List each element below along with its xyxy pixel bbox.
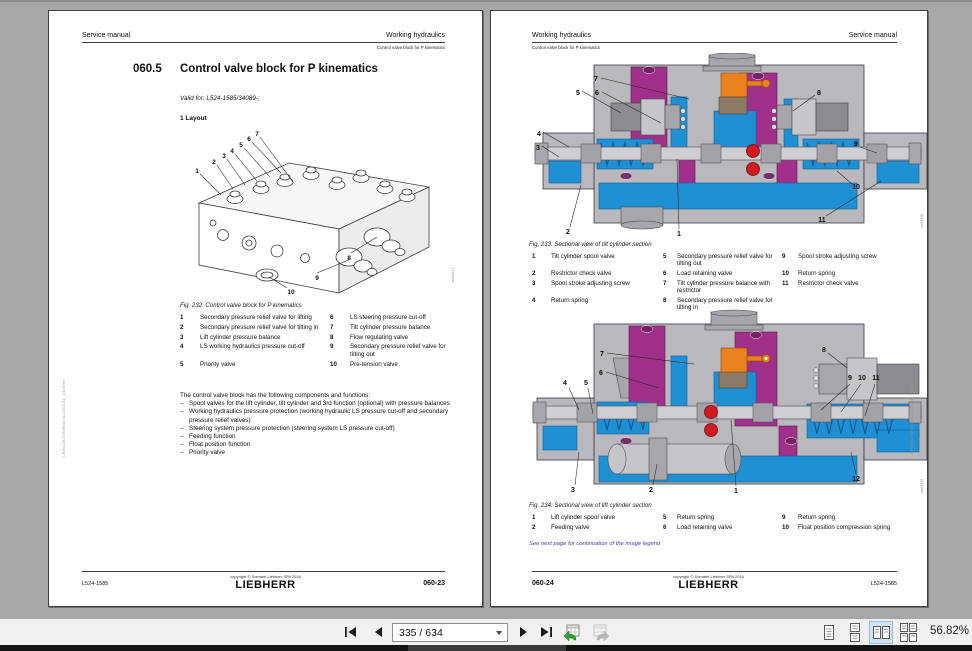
bullet-item: – Float position function [180, 441, 251, 449]
page-number-combobox[interactable] [392, 623, 508, 642]
fig232-caption: Fig. 232: Control valve block for P kinematics [180, 302, 302, 309]
legend-row: 1 Tilt cylinder spool valve 5 Secondary pressure relief valve for tilting out 9 Spool stroke adjusting screw [532, 253, 877, 268]
bullet-item: – Spool valves for the lift cylinder, tilt cylinder and 3rd function (optional) with pressure balances [180, 400, 450, 408]
two-page-view-button[interactable] [870, 622, 892, 643]
callout-2: 2 [212, 159, 216, 166]
legend-row: 3 Lift cylinder pressure balance 8 Flow regulating valve [180, 333, 409, 341]
liebherr-logo: LIEBHERR [678, 579, 739, 591]
liebherr-logo: LIEBHERR [235, 579, 296, 591]
callout-1: 1 [734, 488, 738, 495]
two-page-icon [873, 623, 890, 642]
bullet-item: – Priority valve [180, 449, 226, 457]
fig233-legend [532, 253, 922, 314]
footer-center [169, 574, 362, 591]
next-page-button[interactable] [514, 624, 532, 640]
single-page-view-button[interactable] [818, 622, 840, 643]
section-title: Control valve block for P kinematics [180, 63, 378, 75]
page-header-subtitle: Control valve block for P kinematics [532, 45, 600, 50]
previous-page-icon [372, 626, 385, 638]
bullet-item: – Working hydraulics pressure protection (working hydraulic LS pressure cut-off and secondary pressure relief valves) [180, 408, 449, 424]
legend-row: 2 Secondary pressure relief valve for tilting in 7 Tilt cylinder pressure balance [180, 323, 431, 331]
single-page-icon [821, 623, 837, 642]
callout-4: 4 [230, 148, 234, 155]
next-page-icon [517, 626, 530, 638]
page-number-value[interactable]: 335 / 634 [399, 626, 443, 639]
footer-rule [532, 571, 897, 572]
footer-page-number: 060-24 [532, 580, 554, 587]
callout-2: 2 [566, 229, 570, 236]
tilt-cylinder-section-diagram [529, 53, 927, 237]
callout-7: 7 [594, 76, 598, 83]
legend-row: 1 Secondary pressure relief valve for lifting 6 LS steering pressure cut-off [180, 314, 426, 321]
callout-9: 9 [854, 141, 858, 148]
footer-rule [82, 571, 445, 572]
page-header-subtitle: Control valve block for P kinematics [377, 45, 445, 50]
callout-10: 10 [852, 184, 860, 191]
component-description [180, 392, 462, 457]
document-edge-code: LBH/11827698/02-w2151102_1445/en [61, 379, 66, 457]
legend-row: 5 Priority valve 10 Pre-tension valve [180, 360, 398, 368]
valid-for-note: Valid for: L524-1585/34089-; [180, 95, 260, 102]
callout-8: 8 [822, 347, 826, 354]
last-page-button[interactable] [537, 624, 555, 640]
section-number: 060.5 [133, 63, 162, 75]
page-header-left: Working hydraulics [532, 32, 592, 39]
callout-11: 11 [872, 375, 880, 382]
legend-row: 2 Feeding valve 6 Load retaining valve 10 Float position compression spring [532, 523, 891, 531]
footer-copyright: copyright © Somatel-Liebherr SPA 2016 [673, 574, 744, 579]
previous-view-icon [562, 624, 581, 641]
footer-model: L524-1585 [82, 581, 109, 587]
window-bottom-edge [0, 645, 972, 651]
legend-row: 4 Return spring 8 Secondary pressure relief valve for tilting in [532, 297, 773, 312]
callout-3: 3 [571, 487, 575, 494]
callout-5: 5 [239, 142, 243, 149]
figure-watermark: ww01435 [920, 213, 924, 229]
callout-10: 10 [858, 375, 866, 382]
callout-1: 1 [195, 168, 199, 175]
callout-5: 5 [576, 90, 580, 97]
document-edge-code: LBH/11827698/02-w2151102_1445/en [909, 379, 914, 457]
callout-8: 8 [347, 255, 351, 262]
page-header-right: Working hydraulics [385, 32, 445, 39]
fig232-legend [180, 314, 460, 370]
first-page-icon [344, 626, 357, 638]
valve-block-line-art [171, 125, 461, 299]
callout-4: 4 [537, 131, 541, 138]
legend-row: 1 Lift cylinder spool valve 5 Return spring 9 Return spring [532, 514, 836, 521]
footer-model: L524-1585 [870, 581, 897, 587]
viewer-toolbar [0, 619, 972, 645]
callout-11: 11 [818, 217, 826, 224]
next-view-button[interactable] [590, 624, 612, 640]
callout-10: 10 [287, 289, 295, 296]
callout-7: 7 [255, 131, 259, 138]
zoom-level-value[interactable]: 56.82% [930, 625, 970, 637]
intro-line: The control valve block has the following components and functions: [180, 392, 371, 399]
previous-view-button[interactable] [560, 624, 582, 640]
callout-4: 4 [563, 380, 567, 387]
footer-center [612, 574, 805, 591]
callout-9: 9 [315, 275, 319, 282]
legend-row: 3 Spool stroke adjusting screw 7 Tilt cylinder pressure balance with restrictor 11 Restrictor check valve [532, 279, 859, 295]
callout-3: 3 [536, 145, 540, 152]
callout-6: 6 [247, 136, 251, 143]
page-header-left: Service manual [82, 32, 131, 39]
bullet-item: – Feeding function [180, 432, 236, 440]
callout-1: 1 [677, 231, 681, 237]
callout-2: 2 [649, 487, 653, 494]
figure-watermark: ww01441 [451, 267, 455, 283]
chevron-down-icon[interactable] [496, 631, 502, 635]
legend-row: 2 Restrictor check valve 6 Load retaining valve 10 Return spring [532, 270, 836, 278]
fig234-caption: Fig. 234: Sectional view of lift cylinder section [529, 502, 652, 509]
figure-watermark: ww01433 [920, 478, 924, 494]
two-page-continuous-view-button[interactable] [897, 622, 919, 643]
legend-row: 4 LS working hydraulics pressure cut-off 9 Secondary pressure relief valve for tilting out [180, 343, 446, 358]
page-header-right: Service manual [848, 32, 897, 39]
callout-7: 7 [600, 351, 604, 358]
continuous-view-button[interactable] [844, 622, 866, 643]
fig233-caption: Fig. 233: Sectional view of tilt cylinder section [529, 241, 652, 248]
bullet-item: – Steering system pressure protection (steering system LS pressure cut-off) [180, 424, 395, 432]
callout-6: 6 [599, 370, 603, 377]
document-page-left [48, 10, 483, 607]
lift-cylinder-section-diagram [529, 306, 927, 500]
first-page-button[interactable] [341, 624, 359, 640]
footer-copyright: copyright © Somatel-Liebherr SPA 2016 [230, 574, 301, 579]
header-rule [82, 42, 445, 43]
bottom-edge-segment [408, 645, 566, 651]
layout-heading: 1 Layout [180, 115, 207, 122]
document-page-right [490, 10, 928, 607]
previous-page-button[interactable] [369, 624, 387, 640]
two-page-scroll-icon [900, 623, 917, 642]
callout-9: 9 [848, 375, 852, 382]
callout-12: 12 [852, 476, 860, 483]
legend-continuation-note: See next page for continuation of the image legend [529, 541, 661, 547]
footer-page-number: 060-23 [423, 580, 445, 587]
callout-5: 5 [584, 380, 588, 387]
fig234-legend [532, 514, 922, 534]
last-page-icon [540, 626, 553, 638]
callout-6: 6 [595, 90, 599, 97]
next-view-icon [592, 624, 611, 641]
header-rule [532, 42, 897, 43]
callout-8: 8 [817, 90, 821, 97]
callout-3: 3 [222, 153, 226, 160]
continuous-scroll-icon [847, 623, 863, 642]
